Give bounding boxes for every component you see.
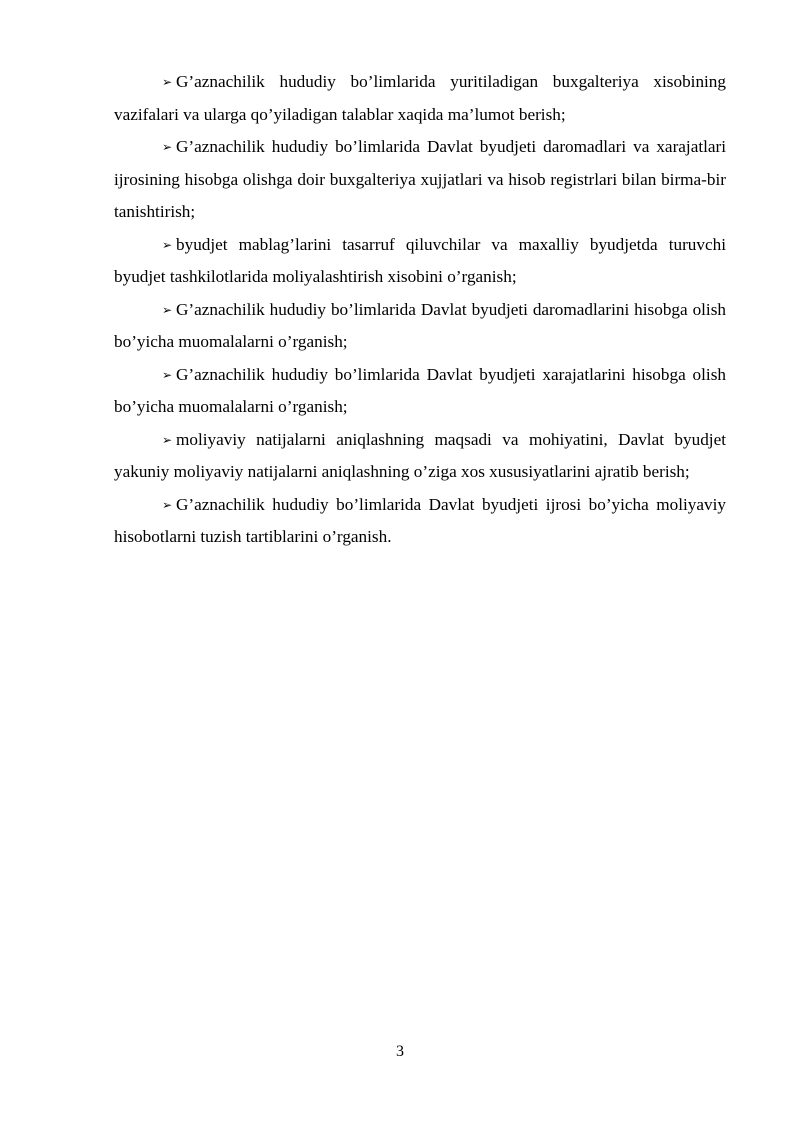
list-item: [114, 229, 726, 294]
list-item-text: G’aznachilik hududiy bo’limlarida yuritiladigan buxgalteriya xisobining vazifalari va ularga qo’yiladigan talablar xaqida ma’lumot berish;: [114, 72, 726, 124]
arrowhead-bullet-icon: ➢: [162, 497, 173, 512]
page-number: 3: [396, 1043, 404, 1060]
list-item-text: moliyaviy natijalarni aniqlashning maqsadi va mohiyatini, Davlat byudjet yakuniy moliyaviy natijalarni aniqlashning o’ziga xos xususiyatlarini ajratib berish;: [114, 429, 726, 481]
arrowhead-bullet-icon: ➢: [162, 302, 173, 317]
arrowhead-bullet-icon: ➢: [162, 367, 173, 382]
list-item-text: G’aznachilik hududiy bo’limlarida Davlat byudjeti daromadlari va xarajatlari ijrosining hisobga olishga doir buxgalteriya xujjatlari va hisob registrlari bilan birma-bir tanishtirish;: [114, 137, 726, 221]
list-item-text: byudjet mablag’larini tasarruf qiluvchilar va maxalliy byudjetda turuvchi byudjet tashkilotlarida moliyalashtirish xisobini o’rganish;: [114, 234, 726, 286]
bullet-list: [114, 66, 726, 554]
list-item: [114, 489, 726, 554]
arrowhead-bullet-icon: ➢: [162, 432, 173, 447]
list-item: [114, 131, 726, 229]
list-item-text: G’aznachilik hududiy bo’limlarida Davlat byudjeti daromadlarini hisobga olish bo’yicha muomalalarni o’rganish;: [114, 299, 726, 351]
arrowhead-bullet-icon: ➢: [162, 75, 173, 89]
list-item: [114, 294, 726, 359]
arrowhead-bullet-icon: ➢: [162, 140, 173, 154]
list-item: [114, 424, 726, 489]
arrowhead-bullet-icon: ➢: [162, 237, 173, 252]
list-item: [114, 359, 726, 424]
list-item: [114, 66, 726, 131]
list-item-text: G’aznachilik hududiy bo’limlarida Davlat byudjeti ijrosi bo’yicha moliyaviy hisobotlarni tuzish tartiblarini o’rganish.: [114, 494, 726, 546]
list-item-text: G’aznachilik hududiy bo’limlarida Davlat byudjeti xarajatlarini hisobga olish bo’yicha muomalalarni o’rganish;: [114, 364, 726, 416]
